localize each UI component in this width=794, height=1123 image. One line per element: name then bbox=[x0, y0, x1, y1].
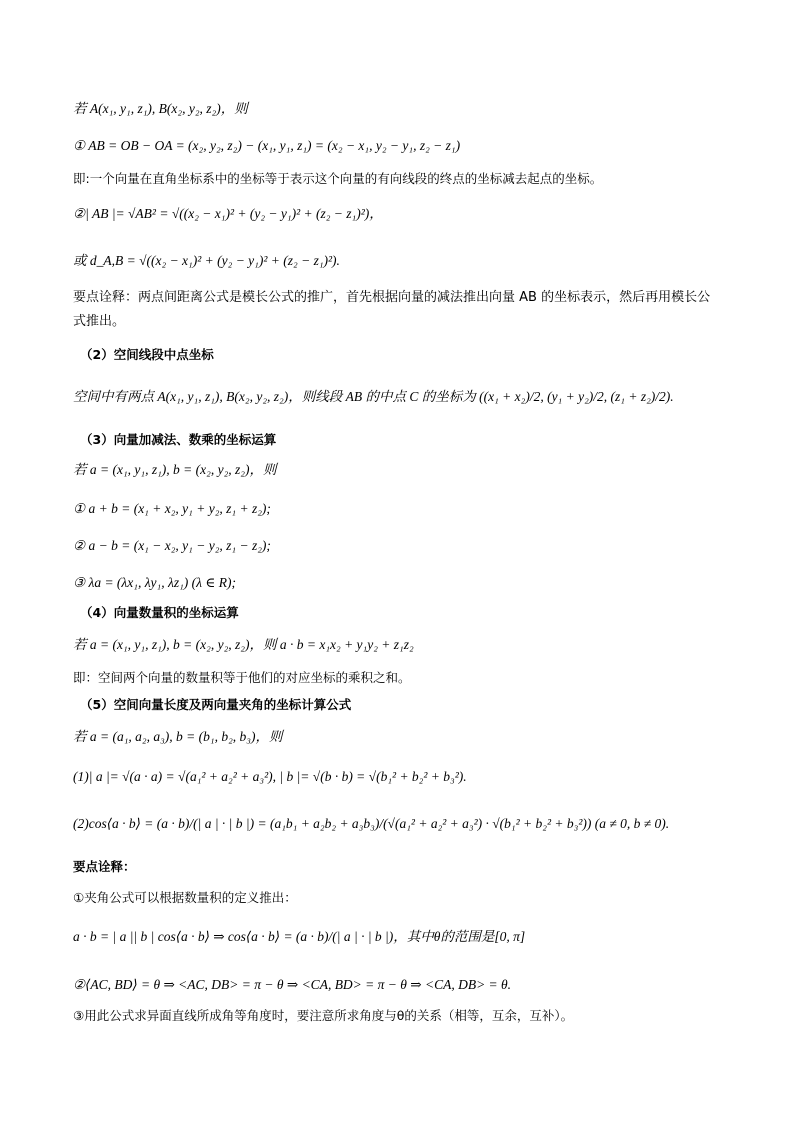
formula-length-ab: ②| AB |= √AB² = √((x₂ − x₁)² + (y₂ − y₁)² + (z₂ − z₁)²)， bbox=[73, 206, 383, 221]
heading-midpoint: （2）空间线段中点坐标 bbox=[80, 347, 214, 362]
formula-distance-dab: 或 d_A,B = √((x₂ − x₁)² + (y₂ − y₁)² + (z₂ − z₁)²). bbox=[73, 253, 340, 268]
line-vectors-a-b: 若 a = (x₁, y₁, z₁), b = (x₂, y₂, z₂)，则 bbox=[73, 462, 277, 477]
note-angle-formula: ①夹角公式可以根据数量积的定义推出： bbox=[73, 890, 297, 905]
formula-addition: ① a + b = (x₁ + x₂, y₁ + y₂, z₁ + z₂); bbox=[73, 501, 271, 516]
formula-vector-length: (1)| a |= √(a · a) = √(a₁² + a₂² + a₃²), | b |= √(b · b) = √(b₁² + b₂² + b₃²). bbox=[73, 769, 467, 784]
heading-length-angle: （5）空间向量长度及两向量夹角的坐标计算公式 bbox=[80, 697, 352, 712]
formula-angle-derivation: a · b = | a || b | cos⟨a · b⟩ ⇒ cos⟨a · b⟩ = (a · b)/(| a | · | b |)，其中θ的范围是[0, π] bbox=[73, 929, 526, 944]
note-skew-lines: ③用此公式求异面直线所成角等角度时，要注意所求角度与θ的关系（相等，互余，互补）。 bbox=[73, 1008, 574, 1023]
heading-dot-product: （4）向量数量积的坐标运算 bbox=[80, 605, 239, 620]
formula-cosine-angle: (2)cos⟨a · b⟩ = (a · b)/(| a | · | b |) = (a₁b₁ + a₂b₂ + a₃b₃)/(√(a₁² + a₂² + a₃²) · √(b₁² + b₂² + b₃²)) (a ≠ 0, b ≠ 0). bbox=[73, 816, 670, 831]
heading-vector-operations: （3）向量加减法、数乘的坐标运算 bbox=[80, 432, 277, 447]
formula-dot-product: 若 a = (x₁, y₁, z₁), b = (x₂, y₂, z₂)，则 a · b = x₁x₂ + y₁y₂ + z₁z₂ bbox=[73, 637, 414, 652]
heading-key-notes: 要点诠释： bbox=[73, 859, 136, 874]
line-vectors-components: 若 a = (a₁, a₂, a₃), b = (b₁, b₂, b₃)，则 bbox=[73, 729, 283, 744]
formula-subtraction: ② a − b = (x₁ − x₂, y₁ − y₂, z₁ − z₂); bbox=[73, 538, 271, 553]
formula-vector-ab: ① AB = OB − OA = (x₂, y₂, z₂) − (x₁, y₁, z₁) = (x₂ − x₁, y₂ − y₁, z₂ − z₁) bbox=[73, 138, 461, 153]
formula-angle-relations: ②⟨AC, BD⟩ = θ ⇒ <AC, DB> = π − θ ⇒ <CA, BD> = π − θ ⇒ <CA, DB> = θ. bbox=[73, 977, 512, 992]
text-coordinate-explanation: 即:一个向量在直角坐标系中的坐标等于表示这个向量的有向线段的终点的坐标减去起点的坐标。 bbox=[73, 171, 603, 186]
formula-midpoint: 空间中有两点 A(x₁, y₁, z₁), B(x₂, y₂, z₂)，则线段 AB 的中点 C 的坐标为 ((x₁ + x₂)/2, (y₁ + y₂)/2, (z₁ + z₂)/2). bbox=[73, 389, 674, 404]
line-points-definition: 若 A(x₁, y₁, z₁), B(x₂, y₂, z₂)，则 bbox=[73, 101, 248, 116]
note-distance-formula: 要点诠释：两点间距离公式是模长公式的推广，首先根据向量的减法推出向量 AB 的坐标表示，然后再用模长公式推出。 bbox=[73, 290, 711, 329]
formula-scalar-multiplication: ③ λa = (λx₁, λy₁, λz₁) (λ ∈ R); bbox=[73, 575, 236, 590]
text-dot-product-explanation: 即：空间两个向量的数量积等于他们的对应坐标的乘积之和。 bbox=[73, 670, 411, 685]
